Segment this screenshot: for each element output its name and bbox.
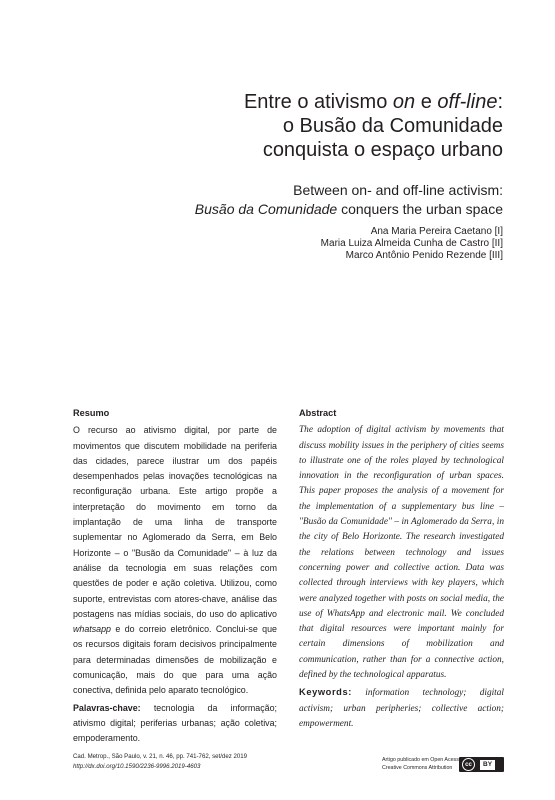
resumo-heading: Resumo [73,408,110,418]
keywords-label: Keywords: [299,687,352,698]
title-en-line-1: Between on- and off-line activism: [293,182,503,198]
by-attribution-icon: BY [480,760,495,770]
cc-logo-icon: cc [462,758,475,771]
resumo-section [73,406,277,747]
resumo-text: O recurso ao ativismo digital, por parte de movimentos que discutem mobilidade na periferia das cidades, parece ilustrar um dos papéis desempenhados pelas inovações tecnológicas na reconfiguração urbana. Este artigo propõe a interpretação do movimento em torno da implantação de uma linha de transporte suplementar no Aglomerado da Serra, em Belo Horizonte – o "Busão da Comunidade" – à luz da análise da tecnologia em suas relações com questões de poder e ação coletiva. Utilizou, como suporte, entrevistas com atores-chave, análise das postagens nas mídias sociais, do uso do aplicativo whatsapp e do correio eletrônico. Conclui-se que os recursos digitais foram decisivos principalmente para determinadas dimensões de mobilização e comunicação, mais do que para uma ação conectiva, definida pelo aparato tecnológico. [73,425,277,696]
resumo-keywords: Palavras-chave: tecnologia da informação; ativismo digital; periferias urbanas; ação coletiva; empoderamento. [73,702,277,744]
title-en-line-2: Busão da Comunidade conquers the urban space [194,201,503,217]
title-pt-line-3: conquista o espaço urbano [262,139,503,161]
author-name: Maria Luiza Almeida Cunha de Castro [II] [320,238,503,249]
author-name: Marco Antônio Penido Rezende [III] [345,250,503,261]
title-pt-line-1: Entre o ativismo on e off-line: [243,91,503,113]
journal-citation: Cad. Metrop., São Paulo, v. 21, n. 46, pp. 741-762, set/dez 2019 [73,753,248,760]
abstract-text: The adoption of digital activism by movements that discuss mobility issues in the periphery of cities seems to illustrate one of the roles played by technological innovation in the reconfiguration of urban spaces. This paper proposes the analysis of a movement for the implementation of a supplementary bus line – "Busão da Comunidade" – in Aglomerado da Serra, in the city of Belo Horizonte. The research investigated the relations between technology and issues concerning power and collective action. Data was collected through interviews with key players, which were analyzed together with posts on social media, the use of WhatsApp and electronic mail. We concluded that digital resources were important mainly for certain dimensions of mobilization and communication, rather than for a connective action, defined by the technological apparatus. [299,425,504,681]
abstract-section [299,406,504,732]
creative-commons-badge[interactable] [459,757,504,772]
page-footer [73,752,247,772]
article-title-english [83,181,503,219]
license-text: Artigo publicado em Open Acess Creative Commons Attribution [382,757,459,771]
abstract-heading: Abstract [299,408,337,418]
author-list [321,226,503,262]
title-pt-line-2: o Busão da Comunidade [282,115,503,137]
keywords-label: Palavras-chave: [73,702,141,713]
doi-link[interactable]: http://dx.doi.org/10.1590/2236-9996.2019-4603 [73,763,201,770]
author-name: Ana Maria Pereira Caetano [I] [370,226,503,237]
abstract-keywords: Keywords: information technology; digital activism; urban peripheries; collective action; empowerment. [299,687,504,729]
article-title-portuguese [83,90,503,162]
